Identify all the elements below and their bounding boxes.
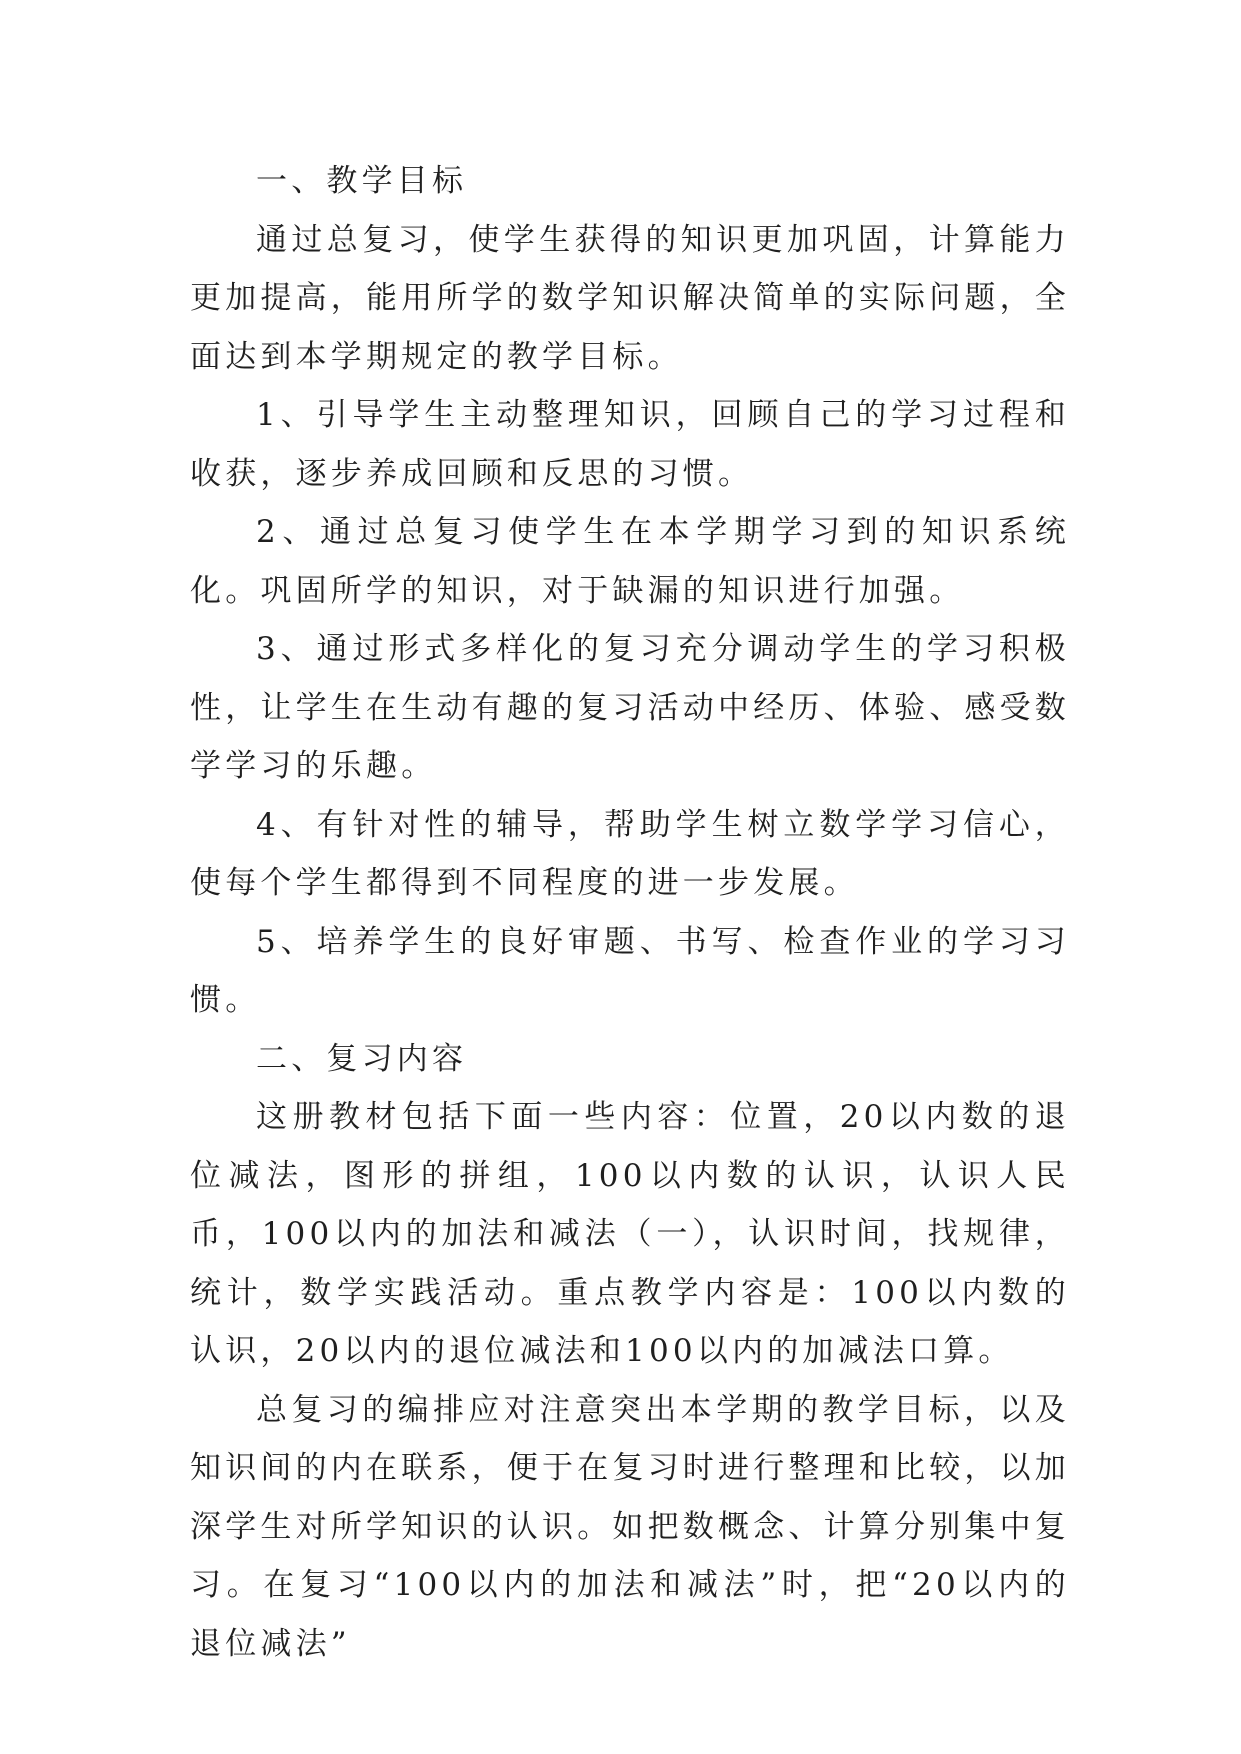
goal-item-1: 1、引导学生主动整理知识，回顾自己的学习过程和收获，逐步养成回顾和反思的习惯。 xyxy=(190,397,1070,492)
goal-item-4: 4、有针对性的辅导，帮助学生树立数学学习信心，使每个学生都得到不同程度的进一步发展。 xyxy=(190,806,1070,901)
goal-item-3: 3、通过形式多样化的复习充分调动学生的学习积极性，让学生在生动有趣的复习活动中经历、体验、感受数学学习的乐趣。 xyxy=(190,631,1070,784)
paragraph-review-arrangement: 总复习的编排应对注意突出本学期的教学目标，以及知识间的内在联系，便于在复习时进行整理和比较，以加深学生对所学知识的认识。如把数概念、计算分别集中复习。在复习“100以内的加法和减法”时，把“20以内的退位减法” xyxy=(190,1391,1070,1662)
goal-item-2: 2、通过总复习使学生在本学期学习到的知识系统化。巩固所学的知识，对于缺漏的知识进行加强。 xyxy=(190,514,1070,609)
paragraph-overview: 通过总复习，使学生获得的知识更加巩固，计算能力更加提高，能用所学的数学知识解决简单的实际问题，全面达到本学期规定的教学目标。 xyxy=(190,221,1070,375)
paragraph-textbook-content: 这册教材包括下面一些内容：位置，20以内数的退位减法，图形的拼组，100以内数的认识，认识人民币，100以内的加法和减法（一），认识时间，找规律，统计，数学实践活动。重点教学内容是：100以内数的认识，20以内的退位减法和100以内的加减法口算。 xyxy=(190,1099,1070,1369)
document-body xyxy=(190,152,1070,1673)
section-heading-review-content: 二、复习内容 xyxy=(256,1040,468,1077)
section-heading-teaching-goals: 一、教学目标 xyxy=(256,163,468,199)
goal-item-5: 5、培养学生的良好审题、书写、检查作业的学习习惯。 xyxy=(190,923,1070,1018)
